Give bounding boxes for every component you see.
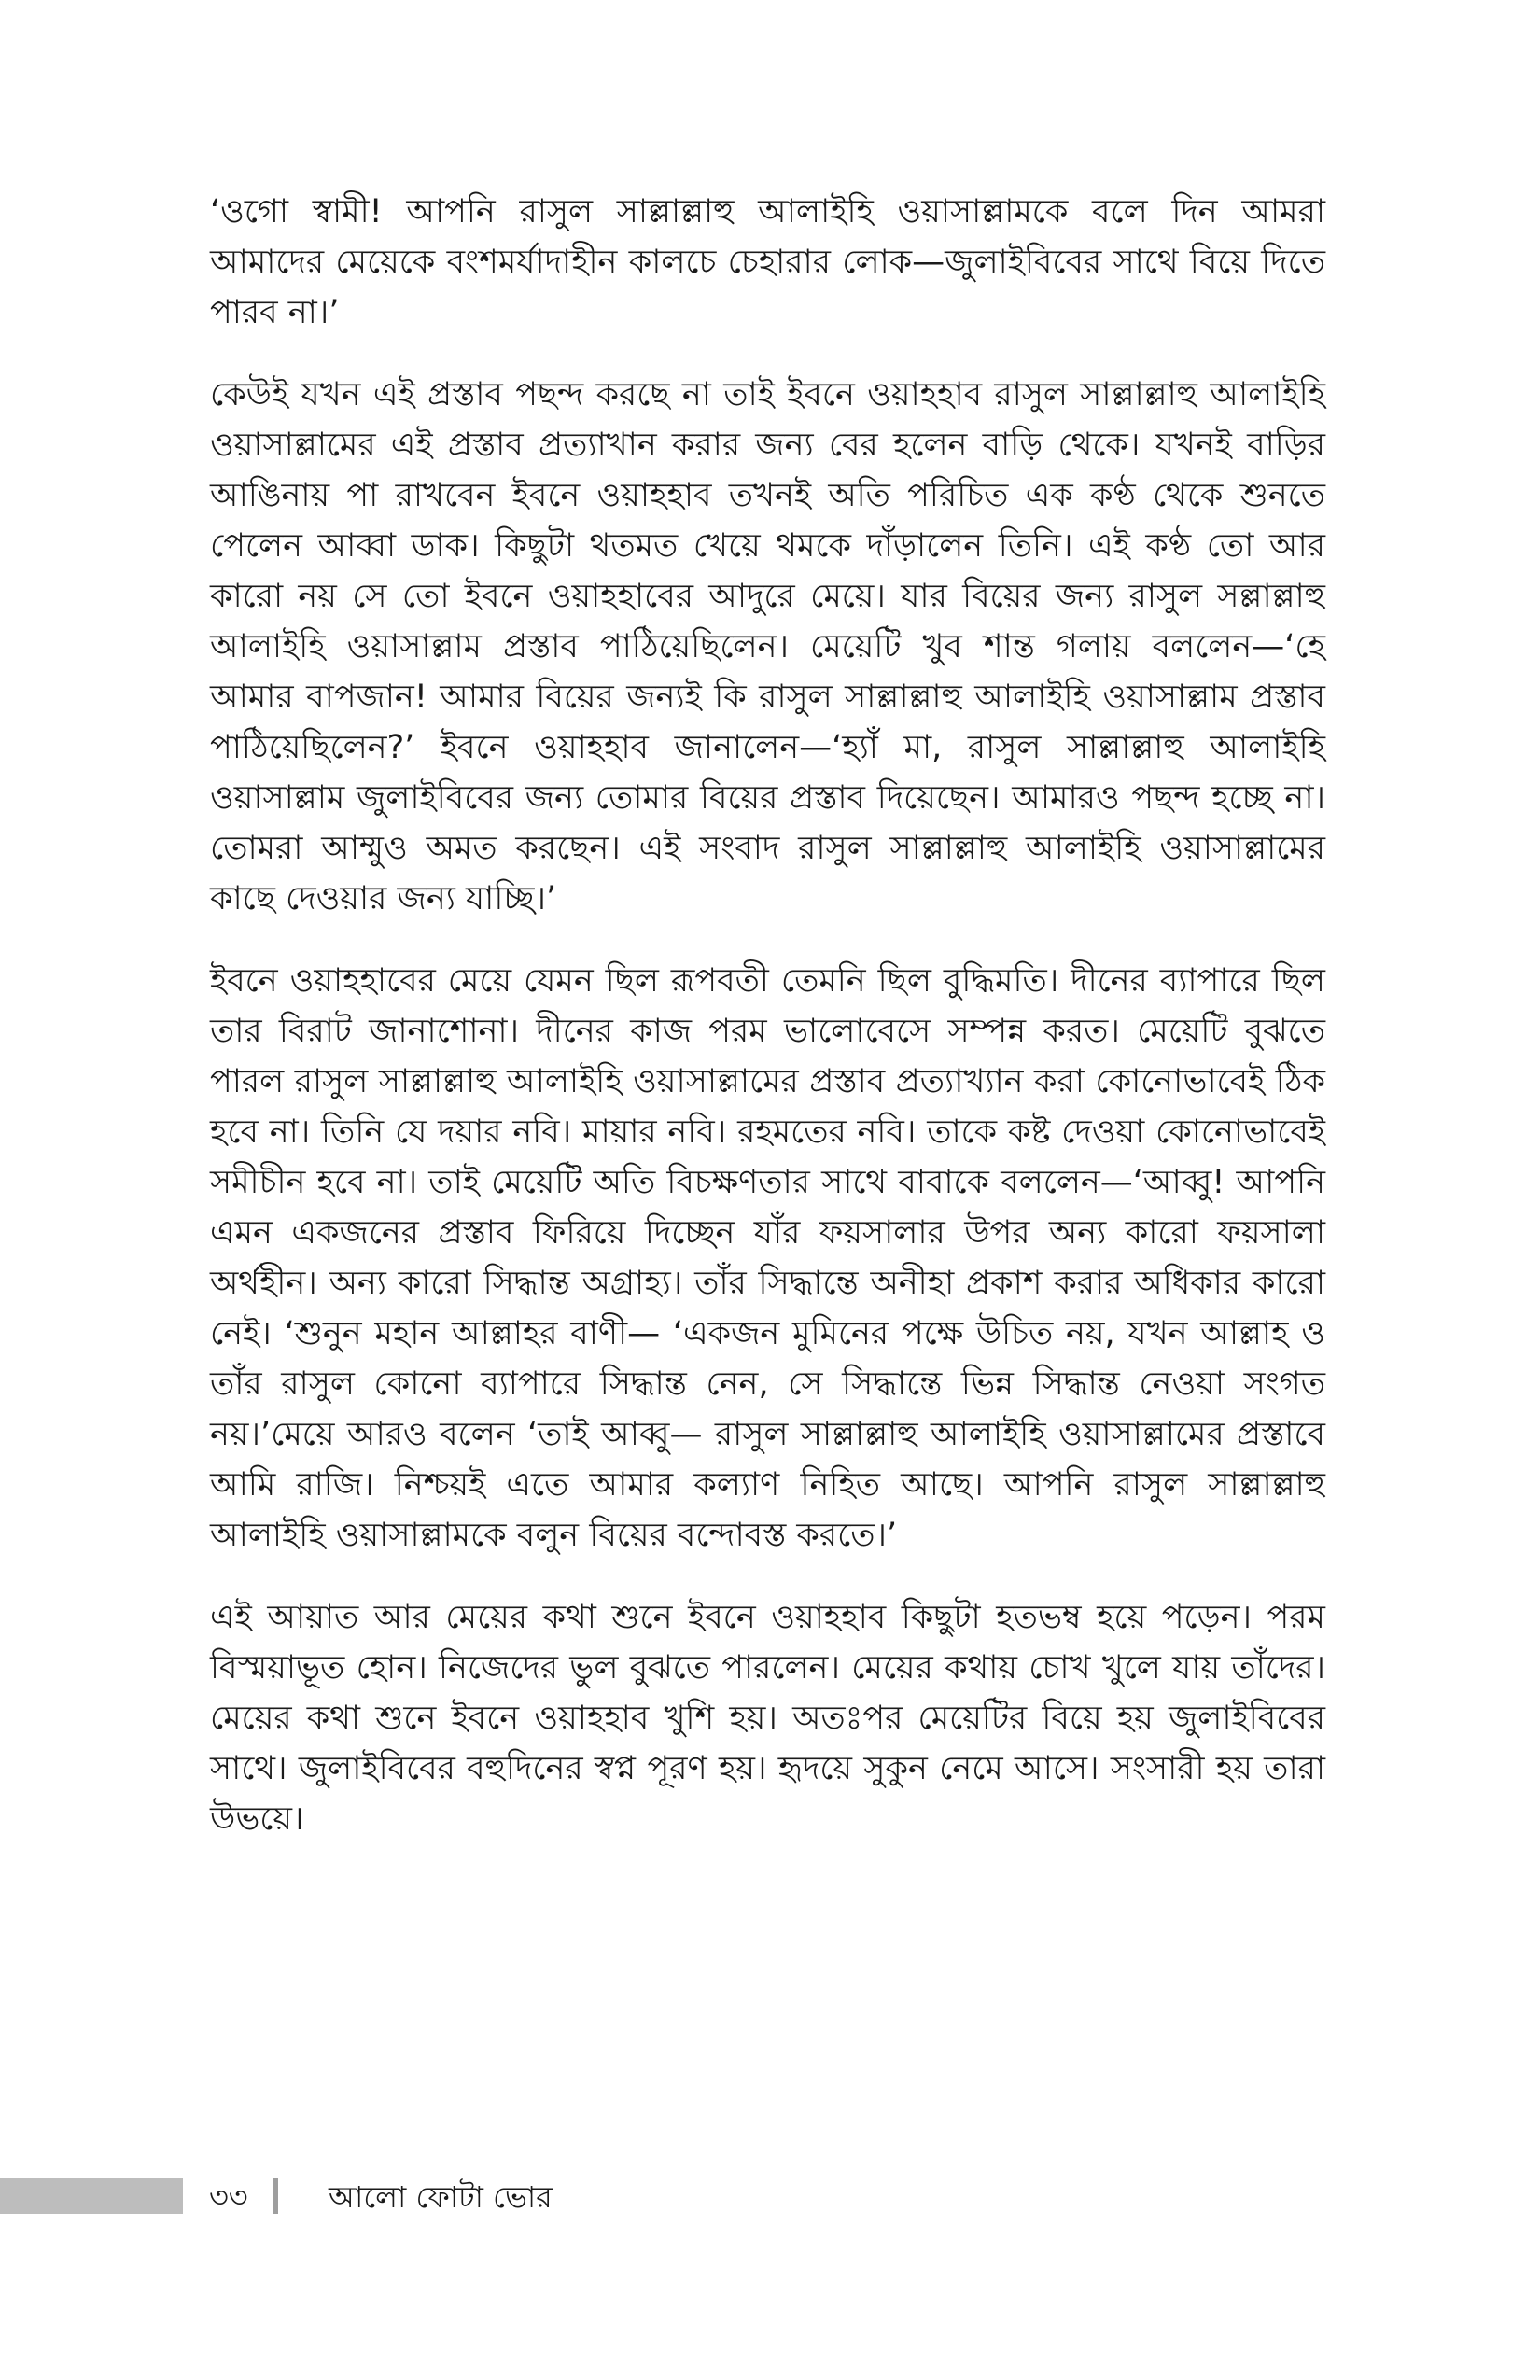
page-number: ৩৩ xyxy=(209,2179,248,2215)
footer-divider xyxy=(273,2178,278,2214)
paragraph-4: এই আয়াত আর মেয়ের কথা শুনে ইবনে ওয়াহহাব কিছুটা হতভম্ব হয়ে পড়েন। পরম বিস্ময়াভূত হোন। নিজেদের ভুল বুঝতে পারলেন। মেয়ের কথায় চোখ খুলে যায় তাঁদের। মেয়ের কথা শুনে ইবনে ওয়াহহাব খুশি হয়। অতঃপর মেয়েটির বিয়ে হয় জুলাইবিবের সাথে। জুলাইবিবের বহুদিনের স্বপ্ন পূরণ হয়। হৃদয়ে সুকুন নেমে আসে। সংসারী হয় তারা উভয়ে। xyxy=(210,1599,1325,1838)
paragraph-3: ইবনে ওয়াহহাবের মেয়ে যেমন ছিল রূপবতী তেমনি ছিল বুদ্ধিমতি। দীনের ব্যাপারে ছিল তার বিরাট জানাশোনা। দীনের কাজ পরম ভালোবেসে সম্পন্ন করত। মেয়েটি বুঝতে পারল রাসুল সাল্লাল্লাহু আলাইহি ওয়াসাল্লামের প্রস্তাব প্রত্যাখ্যান করা কোনোভাবেই ঠিক হবে না। তিনি যে দয়ার নবি। মায়ার নবি। রহমতের নবি। তাকে কষ্ট দেওয়া কোনোভাবেই সমীচীন হবে না। তাই মেয়েটি অতি বিচক্ষণতার সাথে বাবাকে বললেন—‘আব্বু! আপনি এমন একজনের প্রস্তাব ফিরিয়ে দিচ্ছেন যাঁর ফয়সালার উপর অন্য কারো ফয়সালা অর্থহীন। অন্য কারো সিদ্ধান্ত অগ্রাহ্য। তাঁর সিদ্ধান্তে অনীহা প্রকাশ করার অধিকার কারো নেই। ‘শুনুন মহান আল্লাহর বাণী— ‘একজন মুমিনের পক্ষে উচিত নয়, যখন আল্লাহ ও তাঁর রাসুল কোনো ব্যাপারে সিদ্ধান্ত নেন, সে সিদ্ধান্তে ভিন্ন সিদ্ধান্ত নেওয়া সংগত নয়।’মেয়ে আরও বলেন ‘তাই আব্বু— রাসুল সাল্লাল্লাহু আলাইহি ওয়াসাল্লামের প্রস্তাবে আমি রাজি। নিশ্চয়ই এতে আমার কল্যাণ নিহিত আছে। আপনি রাসুল সাল্লাল্লাহু আলাইহি ওয়াসাল্লামকে বলুন বিয়ের বন্দোবস্ত করতে।’ xyxy=(210,962,1325,1554)
body-text xyxy=(210,187,1325,1876)
paragraph-1: ‘ওগো স্বামী! আপনি রাসুল সাল্লাল্লাহু আলাইহি ওয়াসাল্লামকে বলে দিন আমরা আমাদের মেয়েকে বংশমর্যাদাহীন কালচে চেহারার লোক—জুলাইবিবের সাথে বিয়ে দিতে পারব না।’ xyxy=(210,193,1325,331)
book-title: আলো ফোটা ভোর xyxy=(329,2179,553,2215)
paragraph-2: কেউই যখন এই প্রস্তাব পছন্দ করছে না তাই ইবনে ওয়াহহাব রাসুল সাল্লাল্লাহু আলাইহি ওয়াসাল্লামের এই প্রস্তাব প্রত্যাখান করার জন্য বের হলেন বাড়ি থেকে। যখনই বাড়ির আঙিনায় পা রাখবেন ইবনে ওয়াহহাব তখনই অতি পরিচিত এক কণ্ঠ থেকে শুনতে পেলেন আব্বা ডাক। কিছুটা থতমত খেয়ে থমকে দাঁড়ালেন তিনি। এই কণ্ঠ তো আর কারো নয় সে তো ইবনে ওয়াহহাবের আদুরে মেয়ে। যার বিয়ের জন্য রাসুল সল্লাল্লাহু আলাইহি ওয়াসাল্লাম প্রস্তাব পাঠিয়েছিলেন। মেয়েটি খুব শান্ত গলায় বললেন—‘হে আমার বাপজান! আমার বিয়ের জন্যই কি রাসুল সাল্লাল্লাহু আলাইহি ওয়াসাল্লাম প্রস্তাব পাঠিয়েছিলেন?’ ইবনে ওয়াহহাব জানালেন—‘হ্যাঁ মা, রাসুল সাল্লাল্লাহু আলাইহি ওয়াসাল্লাম জুলাইবিবের জন্য তোমার বিয়ের প্রস্তাব দিয়েছেন। আমারও পছন্দ হচ্ছে না। তোমরা আম্মুও অমত করছেন। এই সংবাদ রাসুল সাল্লাল্লাহু আলাইহি ওয়াসাল্লামের কাছে দেওয়ার জন্য যাচ্ছি।’ xyxy=(210,376,1325,917)
footer-gray-bar xyxy=(0,2178,183,2214)
page-footer xyxy=(0,2178,1540,2219)
